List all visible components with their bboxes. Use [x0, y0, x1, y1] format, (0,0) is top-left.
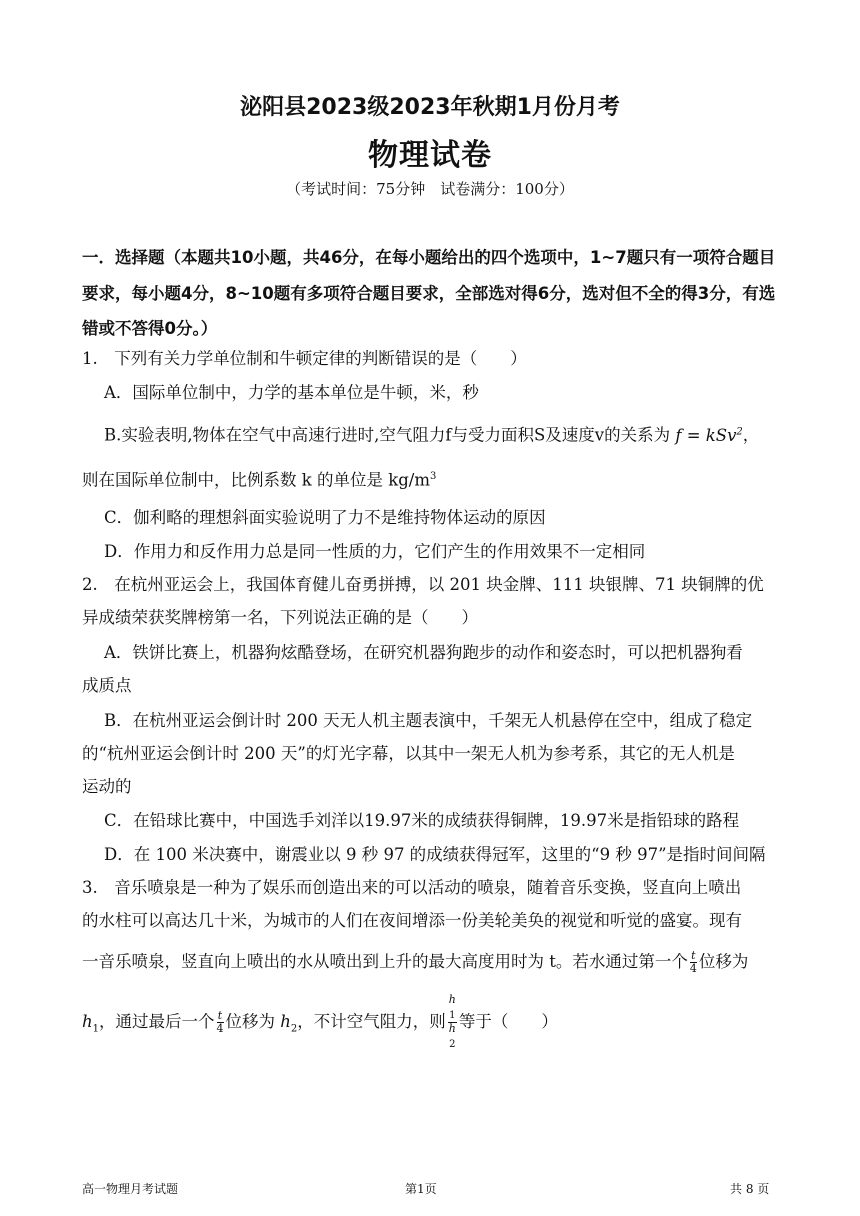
fraction-t-over-4: $\frac{t}{4}$ — [689, 949, 697, 975]
footer-total-pages: 共 8 页 — [730, 1182, 770, 1196]
q1-option-b: B.实验表明,物体在空气中高速行进时,空气阻力f与受力面积S及速度v的关系为 f = kSv$^2$， — [104, 425, 760, 445]
fraction-h1-over-h2: h $_1$ h $_2$ — [448, 993, 456, 1051]
q1-option-b-line2: 则在国际单位制中，比例系数 k 的单位是 $kg/m^3$ — [82, 470, 437, 490]
q1-option-b-text: B.实验表明,物体在空气中高速行进时,空气阻力f与受力面积S及速度v的关系为 — [104, 425, 671, 445]
section-heading-line1: 一．选择题（本题共10小题，共46分，在每小题给出的四个选项中，1~7题只有一项符合题目 — [82, 248, 776, 267]
exam-title: 泌阳县2023级2023年秋期1月份月考 — [240, 95, 620, 120]
q1-stem: 1. 下列有关力学单位制和牛顿定律的判断错误的是（ ） — [82, 349, 527, 368]
subject-title: 物理试卷 — [368, 138, 492, 173]
section-heading-line2: 要求，每小题4分，8~10题有多项符合题目要求，全部选对得6分，选对但不全的得3分，有选 — [82, 284, 776, 303]
section-heading-line3: 错或不答得0分。） — [82, 319, 218, 338]
fraction-t-over-4: $\frac{t}{4}$ — [216, 1009, 224, 1036]
q2-option-c: C．在铅球比赛中，中国选手刘洋以19.97米的成绩获得铜牌，19.97米是指铅球的路程 — [104, 811, 740, 830]
q1-option-c: C．伽利略的理想斜面实验说明了力不是维持物体运动的原因 — [104, 508, 546, 527]
q2-stem-line2: 异成绩荣获奖牌榜第一名，下列说法正确的是（ ） — [82, 608, 478, 627]
q3-stem-line2: 的水柱可以高达几十米，为城市的人们在夜间增添一份美轮美奂的视觉和听觉的盛宴。现有 — [82, 911, 742, 930]
q2-option-a-line1: A．铁饼比赛上，机器狗炫酷登场，在研究机器狗跑步的动作和姿态时，可以把机器狗看 — [104, 643, 743, 662]
q2-option-a-line2: 成质点 — [82, 676, 132, 695]
q2-option-d: D．在 100 米决赛中，谢震业以 9 秒 97 的成绩获得冠军，这里的“9 秒 97”是指时间间隔 — [104, 845, 766, 864]
footer-left: 高一物理月考试题 — [82, 1182, 179, 1196]
q1-option-b-formula: f = kSv$^2$ — [675, 425, 743, 445]
q2-option-b-line1: B．在杭州亚运会倒计时 200 天无人机主题表演中，千架无人机悬停在空中，组成了稳定 — [104, 711, 753, 730]
q3-stem-line3: 一音乐喷泉，竖直向上喷出的水从喷出到上升的最大高度用时为 t。若水通过第一个 $\frac{t}{4}$ 位移为 — [82, 949, 749, 975]
q2-stem-line1: 2. 在杭州亚运会上，我国体育健儿奋勇拼搏，以 201 块金牌、111 块银牌、71 块铜牌的优 — [82, 575, 764, 594]
q1-option-d: D．作用力和反作用力总是同一性质的力，它们产生的作用效果不一定相同 — [104, 542, 646, 561]
q1-option-a: A．国际单位制中，力学的基本单位是牛顿，米，秒 — [104, 383, 479, 402]
exam-info: （考试时间：75分钟 试卷满分：100分） — [286, 180, 574, 198]
q2-option-b-line2: 的“杭州亚运会倒计时 200 天”的灯光字幕，以其中一架无人机为参考系，其它的无人机是 — [82, 744, 735, 763]
q3-stem-line1: 3. 音乐喷泉是一种为了娱乐而创造出来的可以活动的喷泉，随着音乐变换，竖直向上喷出 — [82, 878, 742, 897]
q2-option-b-line3: 运动的 — [82, 777, 132, 796]
footer-page-number: 第1页 — [405, 1182, 437, 1196]
q3-stem-line4: $h_1$，通过最后一个 $\frac{t}{4}$ 位移为 $h_2$，不计空气阻力，则 h $_1$ h $_2$ 等于（ ） — [82, 993, 558, 1051]
